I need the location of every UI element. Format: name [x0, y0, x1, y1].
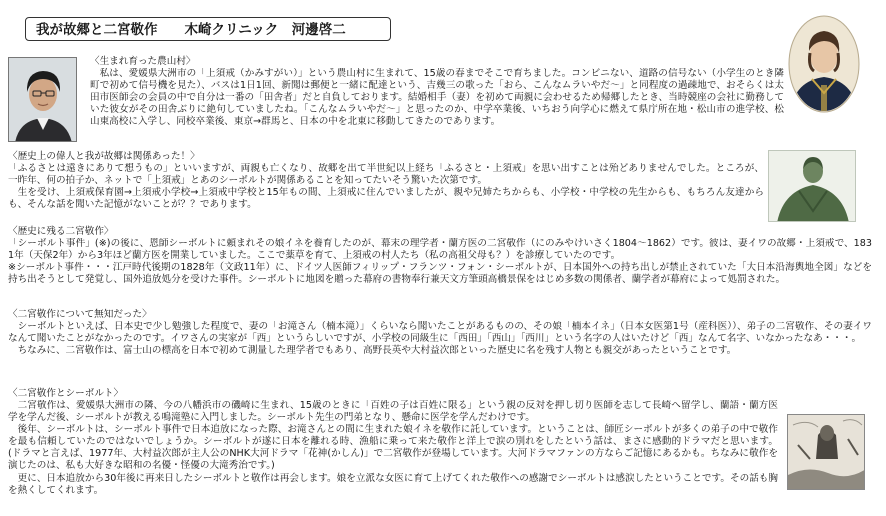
section-body-history — [8, 238, 872, 302]
sketch-photo — [787, 414, 865, 490]
paragraph: ちなみに、二宮敬作は、富士山の標高を日本で初めて測量した理学者でもあり、高野長英や大村益次郎といった歴史に名を残す人物とも親交があったということです。 — [17, 345, 737, 357]
paragraph: 生を受け、上須戒保育園→上須戒小学校→上須戒中学校と15年もの間、上須戒に住んでいましたが、親や兄姉たちからも、小学校・中学校の先生からも、もちろん友達からも、そんな話を聞いた記憶がないことが？？であります。 — [8, 187, 764, 211]
siebold-portrait-icon — [788, 15, 860, 113]
author-portrait-icon — [9, 58, 77, 142]
section-heading-connection: 〈歴史上の偉人と我が故郷は関係あった！〉 — [8, 151, 200, 162]
paragraph: 二宮敬作は、愛媛県大洲市の隣、今の八幡浜市の磯崎に生まれ、15歳のときに「百姓の子は百姓に限る」という親の反対を押し切り医師を志して長崎へ留学し、蘭語・蘭方医学を学んだ後、シーボルトが教える鳴滝塾に入門しました。シーボルト先生の門弟となり、懸命に医学を学んだわけです。 — [8, 400, 778, 424]
section-body-hometown — [90, 68, 784, 140]
footnote: ※シーボルト事件・・・江戸時代後期の1828年（文政11年）に、ドイツ人医師フィリップ・フランツ・フォン・シーボルトが、日本国外への持ち出しが禁止されていた「大日本沿海輿地全図」などを持ち出そうとして発覚し、国外追放処分を受けた事件。シーボルトに地図を贈った幕府の書物奉行兼天文方筆頭高橋景保をはじめ多数の関係者、蘭学者が幕府によって処罰された。 — [8, 262, 872, 286]
section-heading-history: 〈歴史に残る二宮敬作〉 — [8, 226, 114, 237]
ninomiya-statue-icon — [769, 151, 856, 222]
paragraph: シーボルトといえば、日本史で少し勉強した程度で、妻の「お滝さん（楠本滝）」くらいなら聞いたことがあるものの、その娘「楠本イネ」（日本女医第1号（産科医））、弟子の二宮敬作、その妻イワなんて聞いたことがなかったのです。イワさんの実家が「西」というらしいですが、小学校の同級生に「西田」「西山」「西川」という名字の人はいたけど「西」なんて名字、いなかったなあ・・・。 — [8, 321, 872, 345]
paragraph: 更に、日本追放から30年後に再来日したシーボルトと敬作は再会します。娘を立派な女医に育て上げてくれた敬作への感謝でシーボルトは感涙したということです。その話も胸を熱くしてくれます。 — [8, 472, 778, 496]
paragraph: 後年、シーボルトは、シーボルト事件で日本追放になった際、お滝さんとの間に生まれた娘イネを敬作に託しています。ということは、師匠シーボルトが多くの弟子の中で敬作を最も信頼していたのではないでしょうか。シーボルトが遂に日本を離れる時、漁船に乗って来た敬作と洋上で涙の別れをしたという話は、まさに感動的ドラマだと思います。(ドラマと言えば、1977年、大村益次郎が主人公のNHK大河ドラマ「花神(かしん)」で二宮敬作が登場しています。大河ドラマファンの方ならご記憶にあるかも。ちなみに敬作を演じたのは、私も大好きな昭和の名優・怪優の大滝秀治です。) — [8, 424, 778, 472]
section-body-siebold — [8, 400, 778, 512]
paragraph: 「シーボルト事件」(※)の後に、恩師シーボルトに頼まれその娘イネを養育したのが、幕末の理学者・蘭方医の二宮敬作（にのみやけいさく1804～1862）です。彼は、妻イワの故郷・上須戒で、1831年（天保2年）から3年ほど蘭方医を開業していました。ここで薬草を育て、上須戒の村人たち（私の高祖父母も？）を診療していたのです。 — [8, 238, 872, 262]
historical-sketch-icon — [788, 415, 865, 490]
section-body-ignorance — [8, 321, 872, 383]
page-title: 我が故郷と二宮敬作 木崎クリニック 河邊啓二 — [25, 17, 391, 41]
siebold-photo — [788, 15, 860, 113]
section-heading-hometown: 〈生まれ育った農山村〉 — [90, 56, 196, 67]
section-heading-ignorance: 〈二宮敬作について無知だった〉 — [8, 309, 152, 320]
section-heading-siebold: 〈二宮敬作とシーボルト〉 — [8, 388, 124, 399]
paragraph: 私は、愛媛県大洲市の「上須戒（かみすがい）」という農山村に生まれて、15歳の春までそこで育ちました。コンビニない、道路の信号ない（小学生のとき隣町で初めて信号機を見た）、バスは1日1回、新聞は郵便と一緒に配達という、吉幾三の歌った「おら、こんなムラいやだ～」と同程度の過疎地で、おそらくは太田市医師会の会員の中で自分は一番の「田舎者」だと自負しております。結婚相手（妻）を初めて両親に会わせるため帰郷したとき、当時競座の会社に勤務していた彼女がその田舎ぶりに絶句していましたね。「こんなムラいやだ～」と思ったのか、中学卒業後、いちおう向学心に燃えて県庁所在地・松山市の進学校、松山東高校に入学し、同校卒業後、東京→群馬と、日本の中を北東に移動してきたのであります。 — [90, 68, 784, 128]
statue-photo — [768, 150, 856, 222]
paragraph: 「ふるさとは遠きにありて想うもの」といいますが、両親も亡くなり、故郷を出て半世紀以上経ち「ふるさと・上須戒」を思い出すことは殆どありませんでした。ところが、一昨年、何の拍子か、ネットで「上須戒」とあのシーボルトが関係あることを知ってたいそう驚いた次第です。 — [8, 163, 764, 187]
author-photo — [8, 57, 77, 142]
section-body-connection — [8, 163, 764, 219]
